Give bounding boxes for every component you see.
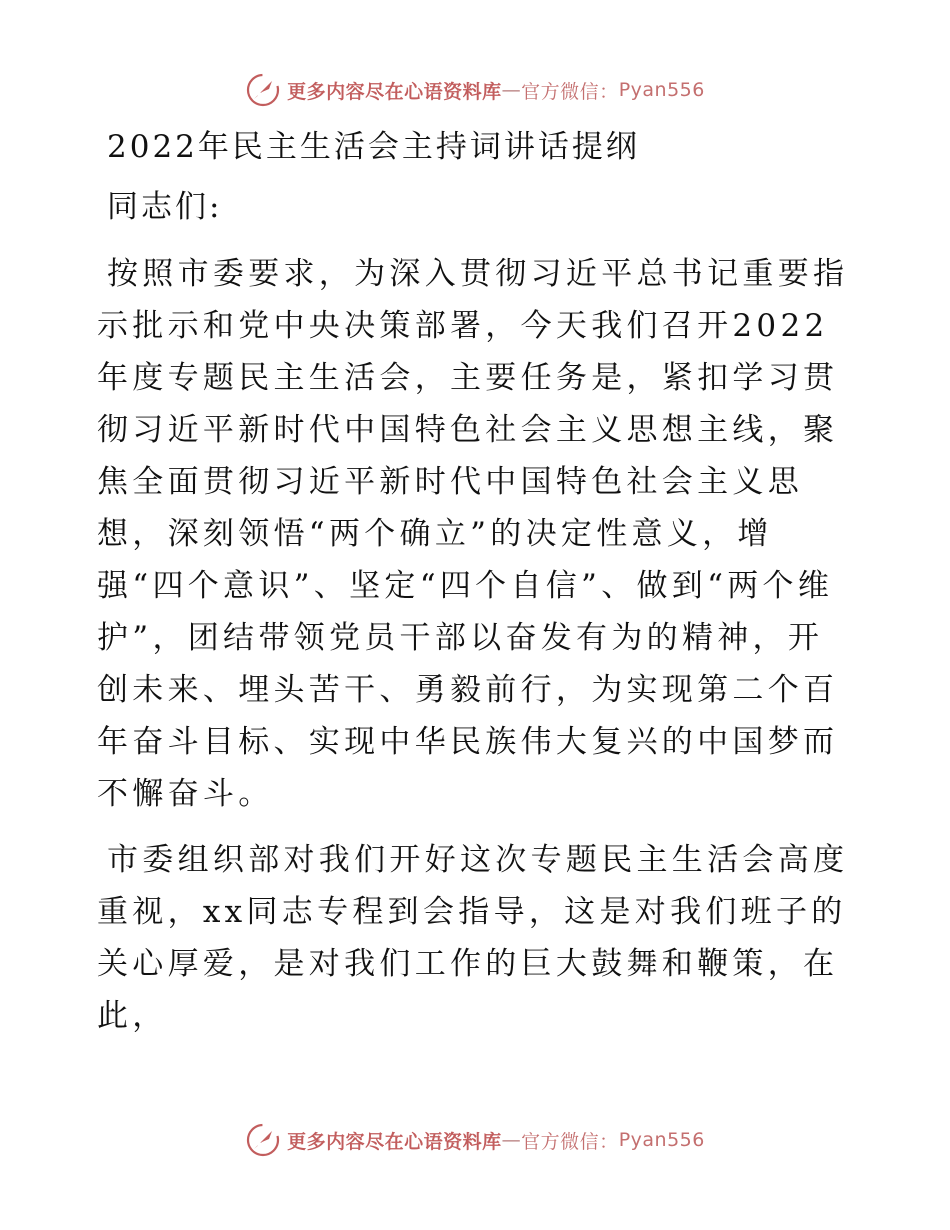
paragraph: 按照市委要求，为深入贯彻习近平总书记重要指示批示和党中央决策部署，今天我们召开2022年度专题民主生活会，主要任务是，紧扣学习贯彻习近平新时代中国特色社会主义思想主线，聚焦全面贯彻习近平新时代中国特色社会主义思想，深刻领悟“两个确立”的决定性意义，增强“四个意识”、坚定“四个自信”、做到“两个维护”，团结带领党员干部以奋发有为的精神，开创未来、埋头苦干、勇毅前行，为实现第二个百年奋斗目标、实现中华民族伟大复兴的中国梦而不懈奋斗。 <box>97 256 849 812</box>
footer-watermark <box>0 1120 950 1160</box>
watermark-separator: — <box>501 1129 522 1151</box>
watermark-label: 官方微信： <box>521 80 619 103</box>
paragraph: 市委组织部对我们开好这次专题民主生活会高度重视，xx同志专程到会指导，这是对我们班子的关心厚爱，是对我们工作的巨大鼓舞和鞭策，在此， <box>97 842 849 1034</box>
salutation: 同志们: <box>107 189 223 225</box>
header-watermark <box>0 70 950 110</box>
quill-logo-icon <box>245 1122 281 1158</box>
watermark-brand: 更多内容尽在心语资料库 <box>287 1130 502 1153</box>
watermark-wechat-id: Pyan556 <box>618 1129 705 1151</box>
watermark-label: 官方微信： <box>521 1130 619 1153</box>
watermark-separator: — <box>501 79 522 101</box>
quill-logo-icon <box>245 72 281 108</box>
watermark-brand: 更多内容尽在心语资料库 <box>287 80 502 103</box>
document-title: 2022年民主生活会主持词讲话提纲 <box>107 129 640 165</box>
document-body <box>97 124 857 1042</box>
watermark-wechat-id: Pyan556 <box>618 79 705 101</box>
